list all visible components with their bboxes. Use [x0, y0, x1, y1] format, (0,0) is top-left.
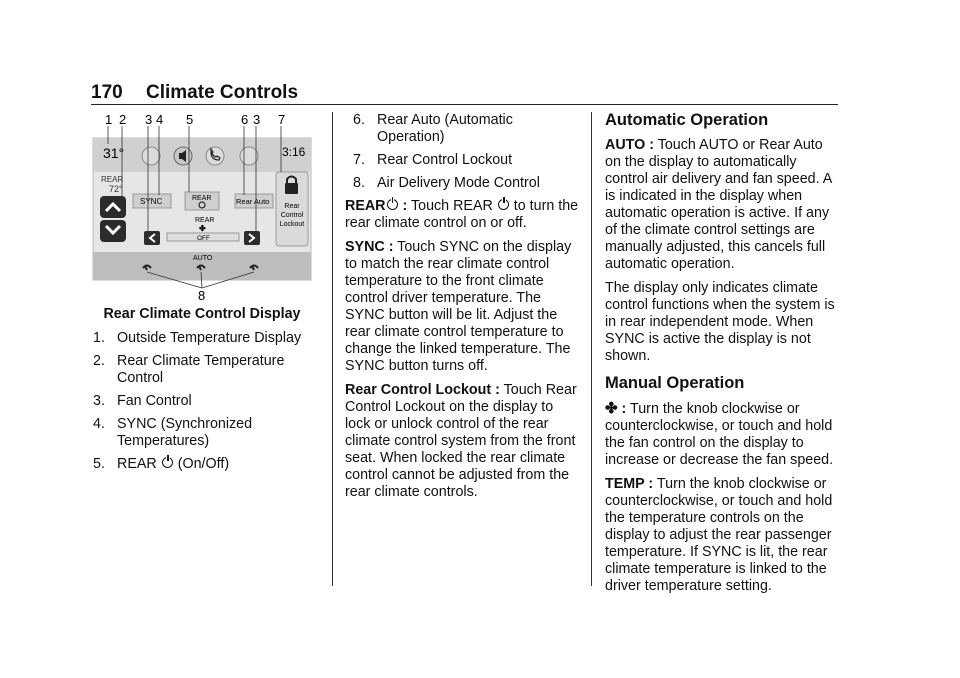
lockout-label: Rear Control Lockout	[279, 203, 305, 228]
nav-icon	[142, 147, 160, 165]
rear-auto-label: Rear Auto	[236, 197, 270, 206]
lockout-paragraph: Rear Control Lockout : Touch Rear Control Lockout on the display to lock or unlock control of the rear climate control system from the front seat. When locked the rear climate control cannot be adjusted from the rear climate controls.	[345, 382, 577, 500]
power-icon	[498, 199, 509, 210]
power-icon	[162, 457, 173, 468]
right-column	[605, 112, 840, 602]
callout-2: 2	[119, 112, 127, 127]
climate-icon	[240, 147, 258, 165]
callout-6: 6	[241, 112, 249, 127]
rear-label: REAR	[101, 175, 124, 184]
callout-8: 8	[198, 288, 206, 303]
rear-climate-display-figure	[91, 110, 313, 306]
figure-caption: Rear Climate Control Display	[103, 306, 301, 322]
svg-text:✤: ✤	[199, 224, 206, 233]
list-item: 6. Rear Auto (Automatic Operation)	[353, 112, 513, 145]
fan-rear-label: REAR	[195, 217, 215, 224]
auto-paragraph: AUTO : Touch AUTO or Rear Auto on the display to automatically control air delivery and fan speed. A is indicated in the display when automatic operation is active. If any of the climate control settings are manually adjusted, this cancels full automatic operation.	[605, 137, 832, 272]
list-item: 1. Outside Temperature Display	[93, 330, 302, 346]
fan-paragraph: ✤ : Turn the knob clockwise or counterclockwise, or touch and hold the fan control on the display to increase or decrease the fan speed.	[605, 400, 834, 468]
page-header	[91, 80, 838, 105]
list-item: 8. Air Delivery Mode Control	[353, 175, 540, 191]
auto-label: AUTO	[193, 255, 213, 262]
list-item: 4. SYNC (Synchronized Temperatures)	[93, 416, 253, 449]
callout-1: 1	[105, 112, 113, 127]
sync-button-label: SYNC	[140, 197, 163, 206]
callout-7: 7	[278, 112, 286, 127]
list-item: 3. Fan Control	[93, 393, 192, 409]
clock: 3:16	[282, 145, 306, 159]
page-number: 170	[91, 82, 123, 103]
manual-heading: Manual Operation	[605, 374, 745, 392]
callout-3b: 3	[253, 112, 261, 127]
middle-column	[345, 112, 580, 508]
display-paragraph: The display only indicates climate control functions when the system is in rear independent mode. When SYNC is active the display is not shown.	[605, 280, 835, 364]
list-item: 7. Rear Control Lockout	[353, 152, 513, 168]
power-icon	[387, 199, 398, 210]
sync-paragraph: SYNC : Touch SYNC on the display to match the rear climate control temperature to the front climate control driver temperature. The SYNC button will be lit. Adjust the rear climate control temperature to change the linked temperature. The SYNC button turns off.	[345, 239, 572, 374]
callout-4: 4	[156, 112, 164, 127]
auto-heading: Automatic Operation	[605, 111, 769, 129]
column-divider	[591, 112, 592, 586]
list-item: 2. Rear Climate Temperature Control	[93, 353, 285, 386]
temp-paragraph: TEMP : Turn the knob clockwise or counterclockwise, or touch and hold the temperature controls on the display to adjust the rear passenger temperature. If SYNC is lit, the rear climate temperature is linked to the driver temperature setting.	[605, 476, 833, 594]
column-divider	[332, 112, 333, 586]
outside-temp: 31°	[103, 145, 125, 161]
rear-power-label: REAR	[192, 195, 212, 202]
rear-paragraph: REAR : Touch REAR to turn the rear climate control on or off.	[345, 198, 579, 231]
fan-off-label: OFF	[197, 235, 210, 242]
callout-list-left	[93, 330, 318, 479]
list-item: 5. REAR (On/Off)	[93, 456, 230, 472]
callout-3: 3	[145, 112, 153, 127]
chapter-title: Climate Controls	[146, 82, 299, 103]
rear-temp: 72°	[109, 184, 123, 194]
callout-5: 5	[186, 112, 194, 127]
fan-icon: ✤	[605, 400, 618, 417]
